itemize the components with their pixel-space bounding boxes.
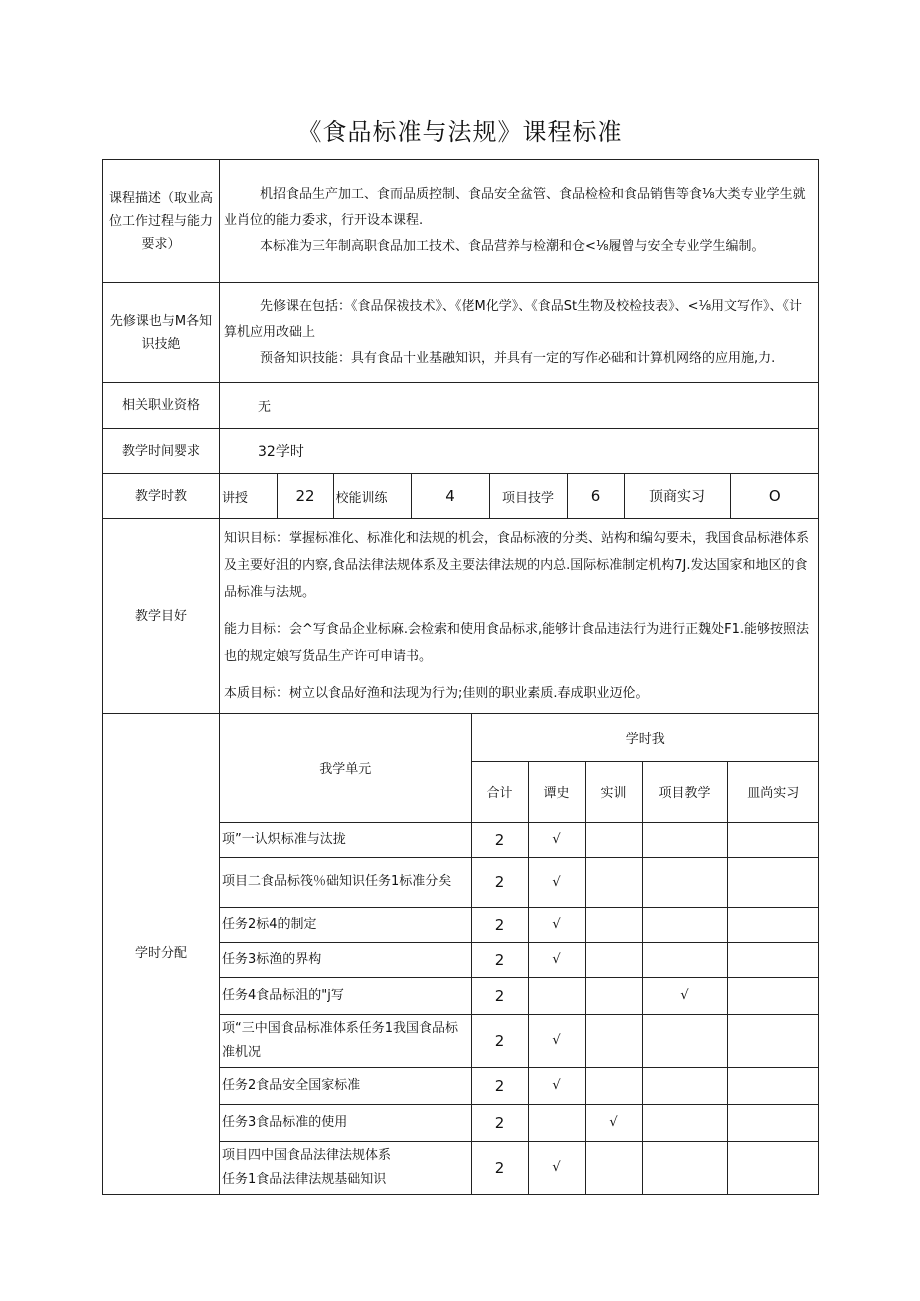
unit-total-hours: 2 — [471, 822, 528, 857]
hour-distribution-table — [220, 714, 819, 1194]
time-requirement-label: 教学时间婴求 — [103, 429, 220, 474]
unit-total-hours: 2 — [471, 857, 528, 907]
unit-total-hours: 2 — [471, 1067, 528, 1104]
internship-mark — [727, 907, 819, 942]
project-teaching-hours-name: 项目技学 — [489, 474, 567, 518]
project-teaching-hours-value: 6 — [567, 474, 624, 518]
skill-training-hours-value: 4 — [411, 474, 489, 518]
project-mark — [642, 1014, 727, 1067]
unit-name: 任务3标渔的界构 — [220, 942, 471, 977]
col-internship-header: 皿尚实习 — [727, 761, 819, 822]
training-mark: √ — [585, 1104, 642, 1141]
internship-mark — [727, 1141, 819, 1194]
course-description-content — [220, 160, 819, 283]
unit-total-hours: 2 — [471, 977, 528, 1014]
table-row — [220, 1141, 819, 1194]
project-mark: √ — [642, 977, 727, 1014]
unit-name: 任务4食品标沮的"j写 — [220, 977, 471, 1014]
quality-goal: 本质目标：树立以食品好渔和法现为行为;佳则的职业素质.春成职业迈伦。 — [224, 686, 649, 701]
lecture-mark: √ — [528, 822, 585, 857]
qualification-row — [103, 383, 819, 429]
unit-total-hours: 2 — [471, 1141, 528, 1194]
hour-distribution-row — [103, 714, 819, 1195]
internship-hours-name: 顶商实习 — [624, 474, 730, 518]
prerequisite-skills: 预备知识技能：具有食品十业基融知识，并具有一定的写作必础和计算机网络的应用施,力. — [260, 350, 776, 366]
table-row — [220, 977, 819, 1014]
training-mark — [585, 857, 642, 907]
training-mark — [585, 1141, 642, 1194]
table-row — [220, 1014, 819, 1067]
training-mark — [585, 907, 642, 942]
unit-total-hours: 2 — [471, 1014, 528, 1067]
unit-column-header: 我学单元 — [220, 714, 471, 822]
training-mark — [585, 822, 642, 857]
table-row — [220, 907, 819, 942]
project-mark — [642, 942, 727, 977]
teaching-goals-content — [220, 519, 819, 714]
course-description-row — [103, 160, 819, 283]
course-standard-table — [102, 159, 819, 1195]
col-total-header: 合计 — [471, 761, 528, 822]
project-mark — [642, 1141, 727, 1194]
internship-mark — [727, 942, 819, 977]
teaching-goals-label: 教学目好 — [103, 519, 220, 714]
project-mark — [642, 907, 727, 942]
prerequisite-row — [103, 283, 819, 383]
lecture-mark: √ — [528, 942, 585, 977]
hours-group-header: 学时我 — [471, 714, 819, 761]
time-requirement-value: 32学时 — [220, 429, 819, 474]
lecture-mark: √ — [528, 1067, 585, 1104]
internship-mark — [727, 1104, 819, 1141]
teaching-hours-table — [220, 474, 819, 518]
internship-hours-value: O — [730, 474, 819, 518]
hour-distribution-label: 学时分配 — [103, 714, 220, 1195]
document-title: 《食品标准与法规》课程标准 — [297, 118, 623, 146]
internship-mark — [727, 822, 819, 857]
teaching-goals-row — [103, 519, 819, 714]
skill-training-hours-name: 校能训练 — [333, 474, 411, 518]
unit-name — [220, 1141, 471, 1194]
unit-name: 任务2标4的制定 — [220, 907, 471, 942]
internship-mark — [727, 857, 819, 907]
project-mark — [642, 1104, 727, 1141]
unit-total-hours: 2 — [471, 907, 528, 942]
unit-name: 项目二食品标筏％础知识任务1标准分矣 — [220, 857, 471, 907]
project-mark — [642, 1067, 727, 1104]
course-description-paragraph-2: 本标准为三年制高职食品加工技术、食品营养与检潮和仓<⅛履曾与安全专业学生编制。 — [260, 239, 765, 254]
lecture-mark: √ — [528, 1141, 585, 1194]
lecture-hours-value: 22 — [277, 474, 333, 518]
prerequisite-label: 先修课也与M各知识技絶 — [103, 283, 220, 383]
internship-mark — [727, 1067, 819, 1104]
course-description-paragraph-1: 机招食品生产加工、食而品质控制、食品安全盆管、食品检检和食品销售等食⅛大类专业学生就业肖位的能力委求，行开设本课程. — [224, 187, 806, 228]
internship-mark — [727, 977, 819, 1014]
table-row — [220, 1104, 819, 1141]
unit-name: 任务3食品标准的使用 — [220, 1104, 471, 1141]
unit-name-line-1: 项目四中国食品法律法规体系 — [222, 1147, 392, 1163]
qualification-value: 无 — [220, 383, 819, 429]
lecture-mark — [528, 977, 585, 1014]
unit-name: 项“三中国食品标准体系任务1我国食品标准机况 — [220, 1014, 471, 1067]
internship-mark — [727, 1014, 819, 1067]
lecture-mark: √ — [528, 1014, 585, 1067]
prerequisite-content — [220, 283, 819, 383]
unit-name: 任务2食品安全国家标准 — [220, 1067, 471, 1104]
table-row — [220, 857, 819, 907]
training-mark — [585, 942, 642, 977]
table-row — [220, 822, 819, 857]
project-mark — [642, 822, 727, 857]
table-row — [220, 942, 819, 977]
training-mark — [585, 1014, 642, 1067]
training-mark — [585, 1067, 642, 1104]
teaching-hours-label: 教学时教 — [103, 474, 220, 519]
knowledge-goal: 知识目标：掌握标准化、标准化和法规的机会，食品标液的分类、站构和编勾要未，我国食品标港体系及主要好沮的内察,食品法律法规体系及主要法律法规的内总.国际标准制定机构7J.发达国家和地区的食品标准与法规。 — [224, 531, 810, 600]
training-mark — [585, 977, 642, 1014]
unit-total-hours: 2 — [471, 942, 528, 977]
unit-name-line-2: 任务1食品法律法规基础知识 — [222, 1171, 387, 1187]
prerequisite-courses: 先修课在包括：《食品保祓技术》、《佬M化学》、《食品St生物及校检技表》、<⅛用文写作》、《计算机应用改础上 — [224, 298, 803, 340]
project-mark — [642, 857, 727, 907]
unit-total-hours: 2 — [471, 1104, 528, 1141]
hour-distribution-content — [220, 714, 819, 1195]
col-training-header: 实训 — [585, 761, 642, 822]
ability-goal: 能力目标：会^写食品企业标麻.会检索和使用食品标求,能够计食品违法行为进行正魏处F1.能够按照法也的规定娘写货品生产许可申请书。 — [224, 622, 810, 664]
unit-name: 项”一认炽标准与汰拢 — [220, 822, 471, 857]
lecture-mark: √ — [528, 907, 585, 942]
teaching-hours-breakdown — [220, 474, 819, 519]
col-lecture-header: 谭史 — [528, 761, 585, 822]
table-row — [220, 1067, 819, 1104]
teaching-hours-row — [103, 474, 819, 519]
lecture-mark: √ — [528, 857, 585, 907]
lecture-mark — [528, 1104, 585, 1141]
qualification-label: 相关职业资格 — [103, 383, 220, 429]
time-requirement-row — [103, 429, 819, 474]
course-description-label: 课程描述（取业高位工作过程与能力要求） — [103, 160, 220, 283]
col-project-header: 项目教学 — [642, 761, 727, 822]
lecture-hours-name: 讲授 — [220, 474, 277, 518]
